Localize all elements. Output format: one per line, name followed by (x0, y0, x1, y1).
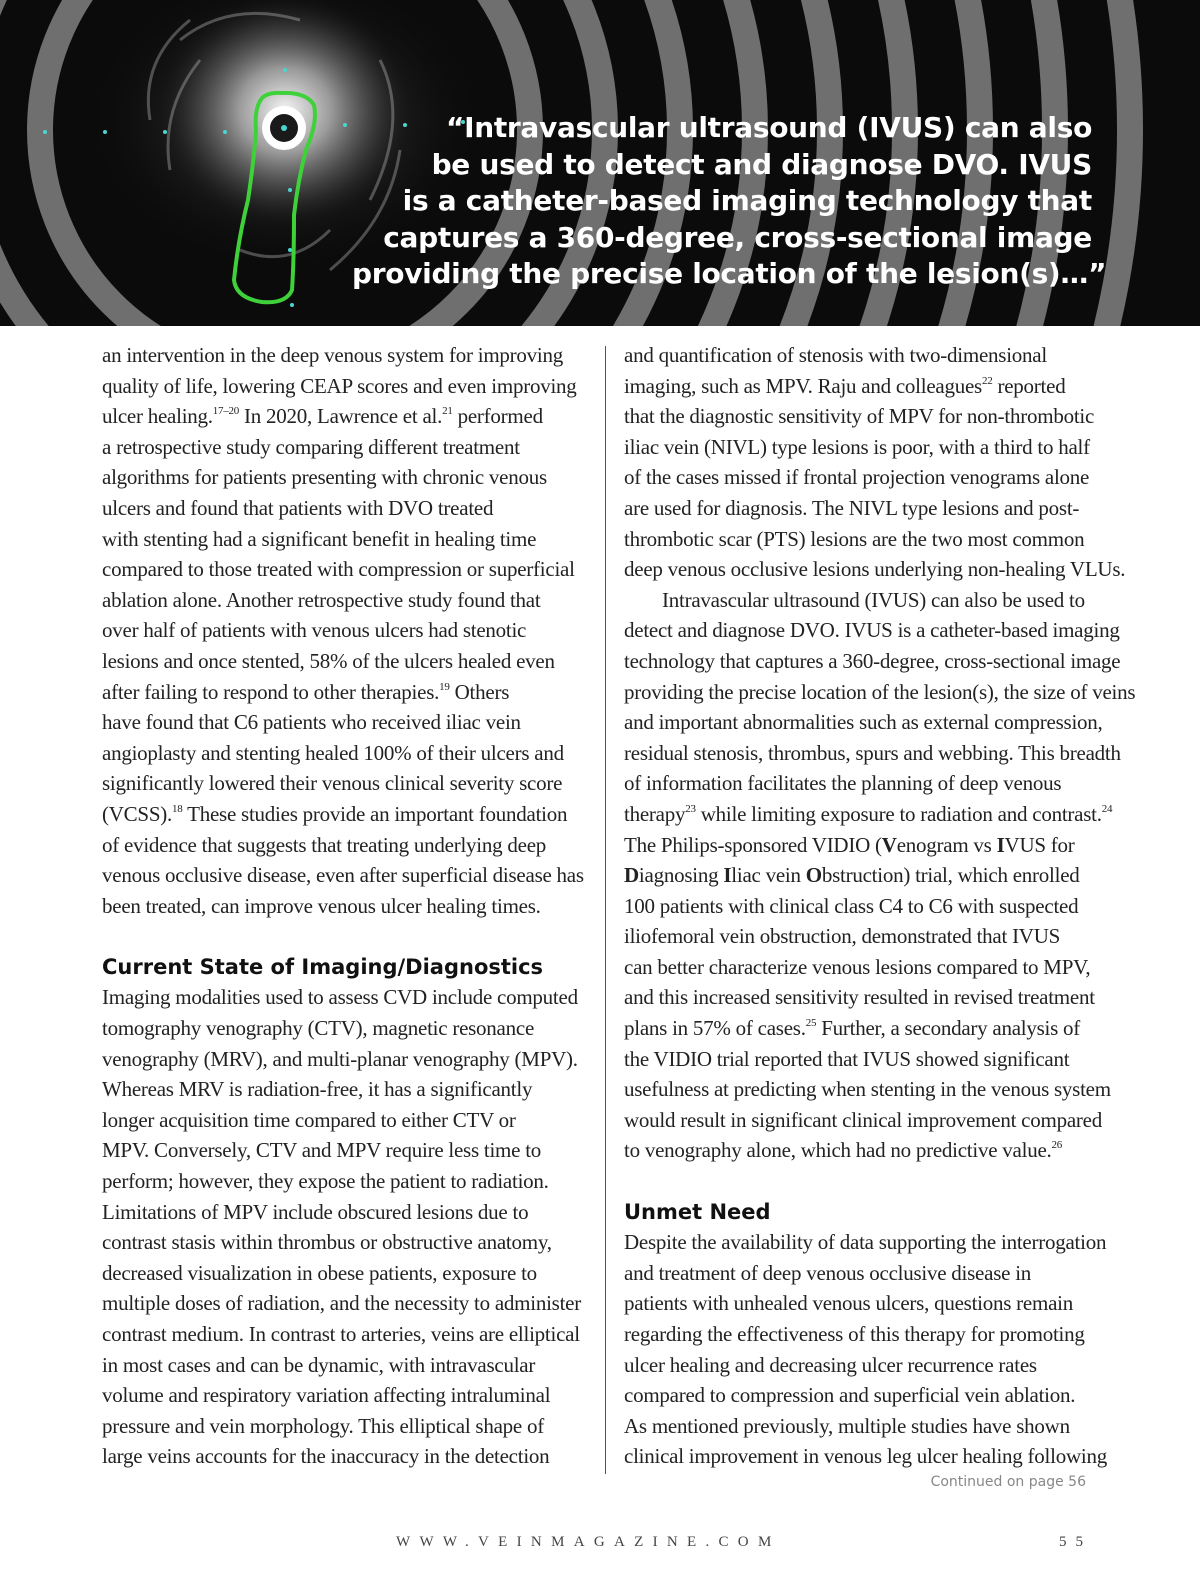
text-line: of the cases missed if frontal projection venograms alone (624, 465, 1090, 490)
text-line: detect and diagnose DVO. IVUS is a catheter-based imaging (624, 618, 1120, 643)
text-line: are used for diagnosis. The NIVL type lesions and post- (624, 495, 1080, 520)
text-line: a retrospective study comparing different treatment (102, 434, 520, 459)
left-paragraph-1 (102, 340, 592, 921)
left-column (102, 340, 592, 1472)
text-line: and quantification of stenosis with two-dimensional (624, 343, 1047, 367)
text-line: thrombotic scar (PTS) lesions are the two most common (624, 526, 1085, 551)
text-line: iliofemoral vein obstruction, demonstrated that IVUS (624, 924, 1061, 949)
text-line: contrast stasis within thrombus or obstructive anatomy, (102, 1230, 552, 1255)
text-line: As mentioned previously, multiple studies have shown (624, 1413, 1070, 1438)
text-line: contrast medium. In contrast to arteries, veins are elliptical (102, 1322, 580, 1346)
section-heading-unmet-need: Unmet Need (624, 1199, 771, 1224)
citation-superscript: 17–20 (212, 405, 240, 418)
text-line: algorithms for patients presenting with chronic venous (102, 465, 547, 490)
text-line: imaging, such as MPV. Raju and colleagues$^{22}$ reported (624, 373, 1066, 398)
text-line: venous occlusive disease, even after superficial disease has (102, 863, 584, 888)
text-line: usefulness at predicting when stenting in the venous system (624, 1077, 1111, 1102)
pull-quote-line: providing the precise location of the lesion(s)…” (352, 257, 1107, 290)
text-line: over half of patients with venous ulcers had stenotic (102, 618, 527, 643)
text-line: ablation alone. Another retrospective study found that (102, 587, 541, 612)
text-line: that the diagnostic sensitivity of MPV for non-thrombotic (624, 404, 1095, 429)
text-line: ulcers and found that patients with DVO treated (102, 495, 494, 520)
hero-banner (0, 0, 1200, 326)
text-line: quality of life, lowering CEAP scores and even improving (102, 373, 577, 398)
text-line: providing the precise location of the lesion(s), the size of veins (624, 679, 1136, 704)
text-line: and treatment of deep venous occlusive disease in (624, 1260, 1032, 1285)
text-line: been treated, can improve venous ulcer healing times. (102, 893, 541, 918)
text-line: Whereas MRV is radiation-free, it has a significantly (102, 1077, 533, 1102)
text-line: volume and respiratory variation affecting intraluminal (102, 1383, 551, 1408)
text-line: therapy$^{23}$ while limiting exposure to radiation and contrast.$^{24}$ (624, 801, 1113, 826)
text-line: of evidence that suggests that treating underlying deep (102, 832, 547, 857)
text-line: ulcer healing.$^{17-20}$ In 2020, Lawrence et al.$^{21}$ performed (102, 404, 543, 429)
text-line: Intravascular ultrasound (IVUS) can also be used to (662, 587, 1085, 612)
right-paragraph-2 (624, 585, 1136, 1166)
citation-superscript: 26 (1051, 1139, 1063, 1152)
text-line: perform; however, they expose the patient to radiation. (102, 1169, 549, 1194)
text-line: venography (MRV), and multi-planar venography (MPV). (102, 1046, 578, 1071)
text-line: ulcer healing and decreasing ulcer recurrence rates (624, 1352, 1037, 1377)
text-line: compared to those treated with compression or superficial (102, 557, 575, 582)
left-paragraph-2 (102, 982, 592, 1472)
pull-quote-line: be used to detect and diagnose DVO. IVUS (431, 147, 1092, 181)
text-line: would result in significant clinical improvement compared (624, 1107, 1102, 1132)
text-line: large veins accounts for the inaccuracy in the detection (102, 1444, 550, 1469)
right-column (624, 340, 1136, 1472)
text-line: have found that C6 patients who received iliac vein (102, 710, 521, 735)
citation-superscript: 21 (442, 405, 453, 418)
pull-quote (352, 110, 1107, 293)
text-line: 100 patients with clinical class C4 to C6 with suspected (624, 893, 1079, 918)
text-line: clinical improvement in venous leg ulcer healing following (624, 1444, 1107, 1469)
text-line: Despite the availability of data supporting the interrogation (624, 1230, 1107, 1255)
text-line: can better characterize venous lesions compared to MPV, (624, 954, 1091, 979)
text-line: patients with unhealed venous ulcers, questions remain (624, 1291, 1073, 1316)
text-line: in most cases and can be dynamic, with intravascular (102, 1352, 536, 1377)
text-line: with stenting had a significant benefit in healing time (102, 526, 537, 551)
text-line: after failing to respond to other therapies.$^{19}$ Others (102, 679, 510, 704)
right-paragraph-1 (624, 340, 1126, 585)
pull-quote-line: “Intravascular ultrasound (IVUS) can also (445, 111, 1092, 144)
text-line: pressure and vein morphology. This elliptical shape of (102, 1413, 544, 1438)
text-line: residual stenosis, thrombus, spurs and webbing. This breadth (624, 740, 1121, 765)
text-line: compared to compression and superficial vein ablation. (624, 1383, 1076, 1408)
citation-superscript: 19 (439, 680, 450, 693)
footer-url[interactable]: WWW.VEINMAGAZINE.COM (396, 1534, 781, 1550)
text-line: significantly lowered their venous clinical severity score (102, 771, 563, 796)
continued-link[interactable]: Continued on page 56 (930, 1474, 1086, 1490)
text-line: multiple doses of radiation, and the necessity to administer (102, 1291, 581, 1316)
text-line: deep venous occlusive lesions underlying non-healing VLUs. (624, 557, 1126, 582)
text-line: iliac vein (NIVL) type lesions is poor, with a third to half (624, 434, 1090, 459)
text-line: The Philips-sponsored VIDIO (Venogram vs IVUS for (624, 832, 1075, 857)
text-line: MPV. Conversely, CTV and MPV require less time to (102, 1138, 542, 1163)
text-line: decreased visualization in obese patients, exposure to (102, 1260, 537, 1285)
text-line: an intervention in the deep venous system for improving (102, 343, 563, 367)
citation-superscript: 18 (172, 802, 183, 815)
citation-superscript: 25 (805, 1017, 817, 1030)
text-line: technology that captures a 360-degree, cross-sectional image (624, 648, 1121, 673)
citation-superscript: 24 (1101, 802, 1113, 815)
text-line: (VCSS).$^{18}$ These studies provide an important foundation (102, 801, 568, 826)
text-line: tomography venography (CTV), magnetic resonance (102, 1016, 535, 1041)
pull-quote-line: captures a 360-degree, cross-sectional image (383, 220, 1092, 254)
text-line: of information facilitates the planning of deep venous (624, 771, 1062, 796)
text-line: Limitations of MPV include obscured lesions due to (102, 1199, 529, 1224)
section-heading-imaging: Current State of Imaging/Diagnostics (102, 954, 544, 979)
page-number: 55 (1059, 1534, 1092, 1550)
text-line: angioplasty and stenting healed 100% of their ulcers and (102, 740, 564, 765)
text-line: to venography alone, which had no predictive value.$^{26}$ (624, 1138, 1063, 1163)
text-line: plans in 57% of cases.$^{25}$ Further, a secondary analysis of (624, 1016, 1081, 1041)
pull-quote-line: is a catheter-based imaging technology that (402, 184, 1092, 217)
citation-superscript: 22 (981, 374, 993, 387)
text-line: and important abnormalities such as external compression, (624, 710, 1103, 735)
text-line: lesions and once stented, 58% of the ulcers healed even (102, 648, 555, 673)
citation-superscript: 23 (685, 802, 696, 815)
text-line: regarding the effectiveness of this therapy for promoting (624, 1322, 1085, 1346)
text-line: and this increased sensitivity resulted in revised treatment (624, 985, 1095, 1010)
text-line: Imaging modalities used to assess CVD include computed (102, 985, 578, 1010)
text-line: longer acquisition time compared to either CTV or (102, 1107, 516, 1132)
text-line: Diagnosing Iliac vein Obstruction) trial, which enrolled (624, 863, 1080, 888)
column-divider (605, 346, 606, 1474)
right-paragraph-3 (624, 1227, 1114, 1472)
text-line: the VIDIO trial reported that IVUS showed significant (624, 1046, 1070, 1071)
